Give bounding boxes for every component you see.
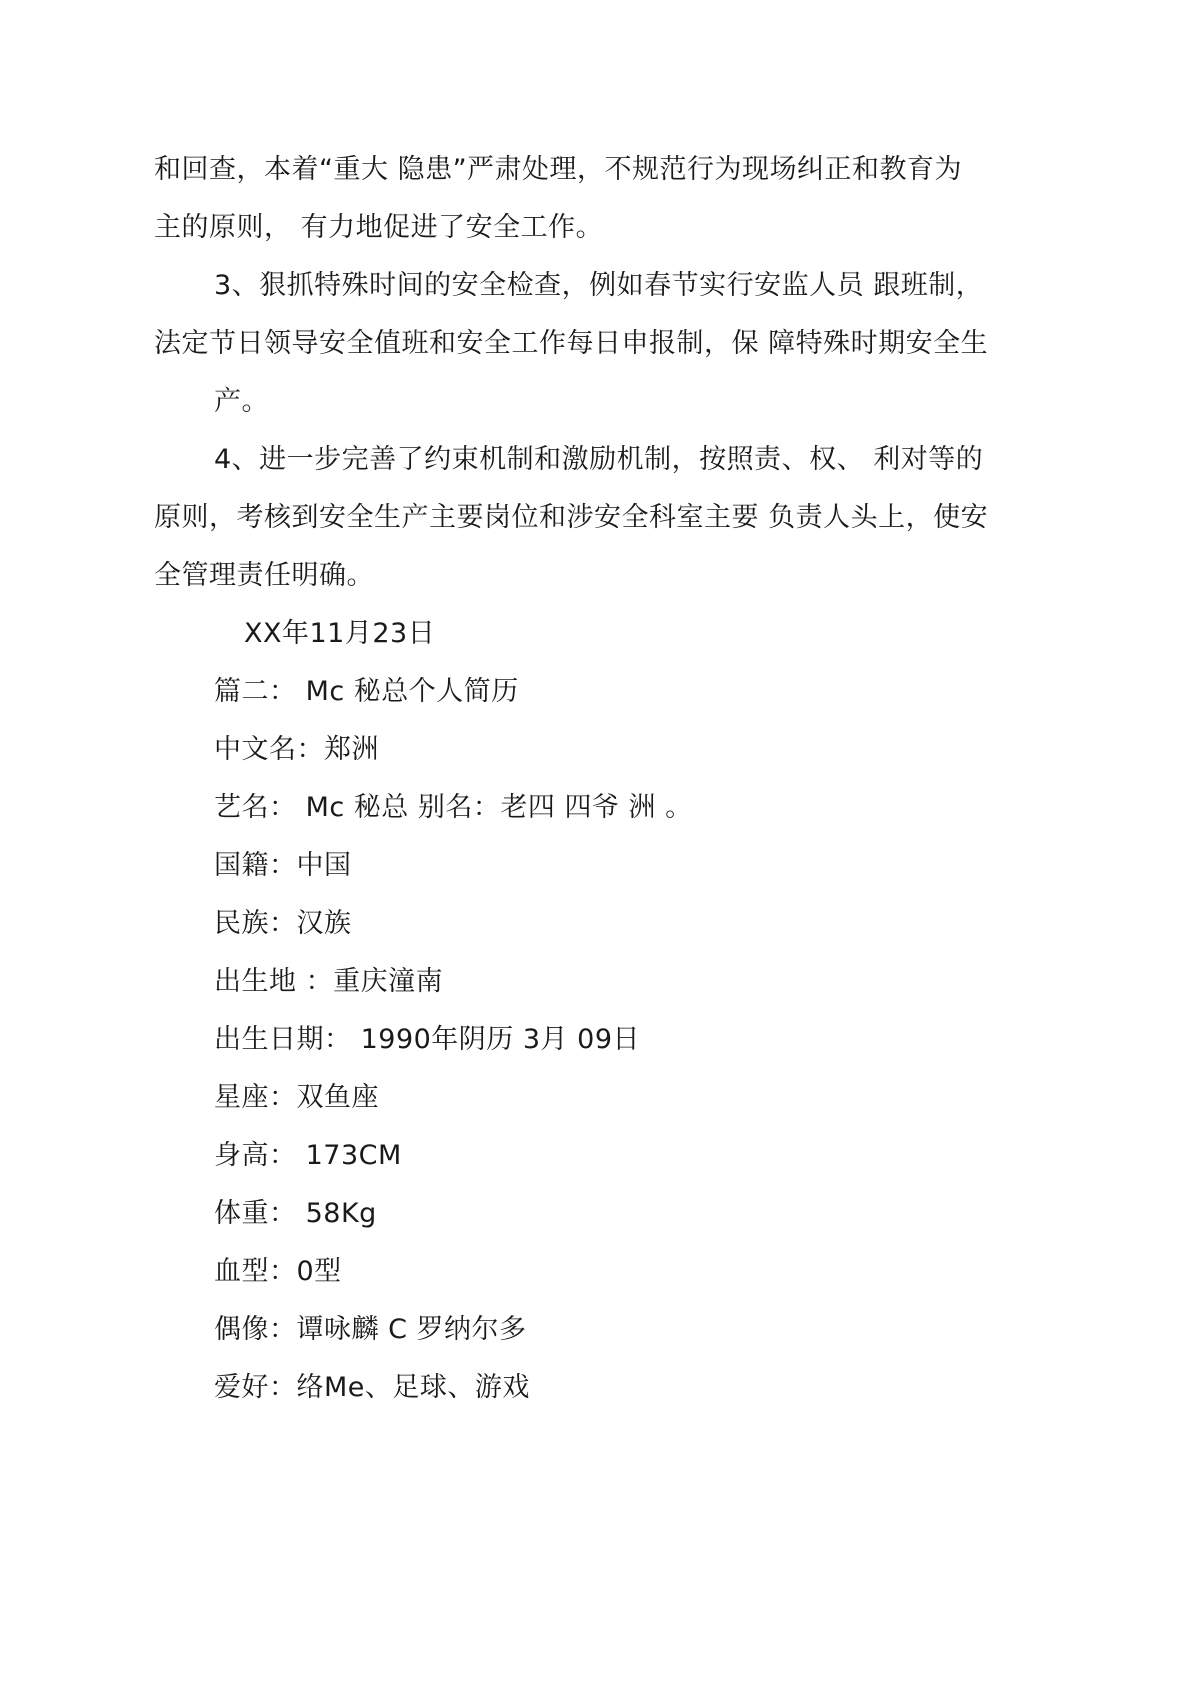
body-text-line: 原则，考核到安全生产主要岗位和涉安全科室主要 负责人头上，使安 xyxy=(154,502,989,533)
body-text-line: 3、狠抓特殊时间的安全检查，例如春节实行安监人员 跟班制， xyxy=(214,270,984,301)
profile-item: 国籍：中国 xyxy=(214,850,352,881)
profile-item: 爱好：络Me、足球、游戏 xyxy=(214,1372,530,1403)
profile-item: 艺名： Mc 秘总 别名：老四 四爷 洲 。 xyxy=(214,792,693,823)
profile-item: 血型：0型 xyxy=(214,1256,342,1287)
profile-item: 出生日期： 1990年阴历 3月 09日 xyxy=(214,1024,640,1055)
body-text-line: 产。 xyxy=(214,386,269,417)
body-text-line: 全管理责任明确。 xyxy=(154,560,374,591)
profile-item: 中文名：郑洲 xyxy=(214,734,379,765)
section-title: 篇二： Mc 秘总个人简历 xyxy=(214,676,519,707)
profile-item: 民族：汉族 xyxy=(214,908,352,939)
body-text-line: 法定节日领导安全值班和安全工作每日申报制，保 障特殊时期安全生 xyxy=(154,328,989,359)
profile-item: 偶像：谭咏麟 C 罗纳尔多 xyxy=(214,1314,527,1345)
body-text-line: 和回查，本着“重大 隐患”严肃处理，不规范行为现场纠正和教育为 xyxy=(154,154,963,185)
profile-item: 出生地 ：重庆潼南 xyxy=(214,966,444,997)
profile-item: 星座：双鱼座 xyxy=(214,1082,379,1113)
profile-item: 身高： 173CM xyxy=(214,1140,402,1171)
profile-item: 体重： 58Kg xyxy=(214,1198,377,1229)
date-line: XX年11月23日 xyxy=(244,618,436,649)
body-text-line: 主的原则， 有力地促进了安全工作。 xyxy=(154,212,604,243)
body-text-line: 4、进一步完善了约束机制和激励机制，按照责、权、 利对等的 xyxy=(214,444,984,475)
